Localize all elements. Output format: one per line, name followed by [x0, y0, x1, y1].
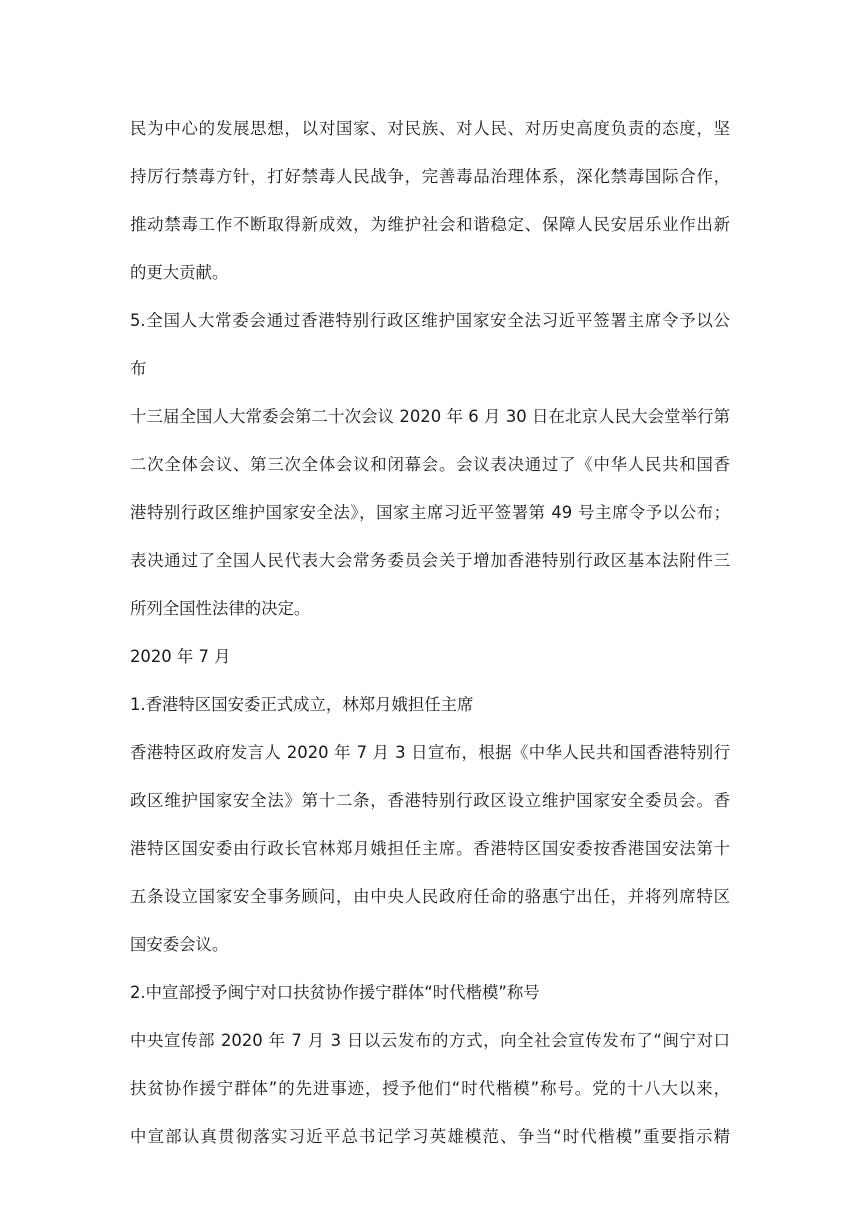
- text-line: 持厉行禁毒方针，打好禁毒人民战争，完善毒品治理体系，深化禁毒国际合作，: [130, 167, 730, 186]
- text-line: 1.香港特区国安委正式成立，林郑月娥担任主席: [130, 695, 474, 714]
- text-line: 二次全体会议、第三次全体会议和闭幕会。会议表决通过了《中华人民共和国香: [130, 455, 730, 474]
- text-line: 布: [130, 359, 147, 378]
- text-line: 所列全国性法律的决定。: [130, 599, 311, 618]
- text-line: 五条设立国家安全事务顾问，由中央人民政府任命的骆惠宁出任，并将列席特区: [130, 887, 730, 906]
- text-line: 中宣部认真贯彻落实习近平总书记学习英雄模范、争当“时代楷模”重要指示精: [130, 1127, 730, 1146]
- text-line: 表决通过了全国人民代表大会常务委员会关于增加香港特别行政区基本法附件三: [130, 551, 730, 570]
- text-line: 港特区国安委由行政长官林郑月娥担任主席。香港特区国安委按香港国安法第十: [130, 839, 730, 858]
- text-line: 扶贫协作援宁群体”的先进事迹，授予他们“时代楷模”称号。党的十八大以来，: [130, 1079, 730, 1098]
- text-line: 2020 年 7 月: [130, 647, 231, 666]
- text-line: 十三届全国人大常委会第二十次会议 2020 年 6 月 30 日在北京人民大会堂举行第: [130, 407, 730, 426]
- text-line: 推动禁毒工作不断取得新成效，为维护社会和谐稳定、保障人民安居乐业作出新: [130, 215, 730, 234]
- text-line: 国安委会议。: [130, 935, 229, 954]
- text-line: 5.全国人大常委会通过香港特别行政区维护国家安全法习近平签署主席令予以公: [130, 311, 730, 330]
- text-line: 政区维护国家安全法》第十二条，香港特别行政区设立维护国家安全委员会。香: [130, 791, 730, 810]
- text-line: 民为中心的发展思想，以对国家、对民族、对人民、对历史高度负责的态度，坚: [130, 119, 730, 138]
- text-line: 港特别行政区维护国家安全法》，国家主席习近平签署第 49 号主席令予以公布；: [130, 503, 730, 522]
- text-line: 2.中宣部授予闽宁对口扶贫协作援宁群体“时代楷模”称号: [130, 983, 540, 1002]
- text-line: 香港特区政府发言人 2020 年 7 月 3 日宣布，根据《中华人民共和国香港特别行: [130, 743, 730, 762]
- text-line: 的更大贡献。: [130, 263, 229, 282]
- text-line: 中央宣传部 2020 年 7 月 3 日以云发布的方式，向全社会宣传发布了“闽宁对口: [130, 1031, 730, 1050]
